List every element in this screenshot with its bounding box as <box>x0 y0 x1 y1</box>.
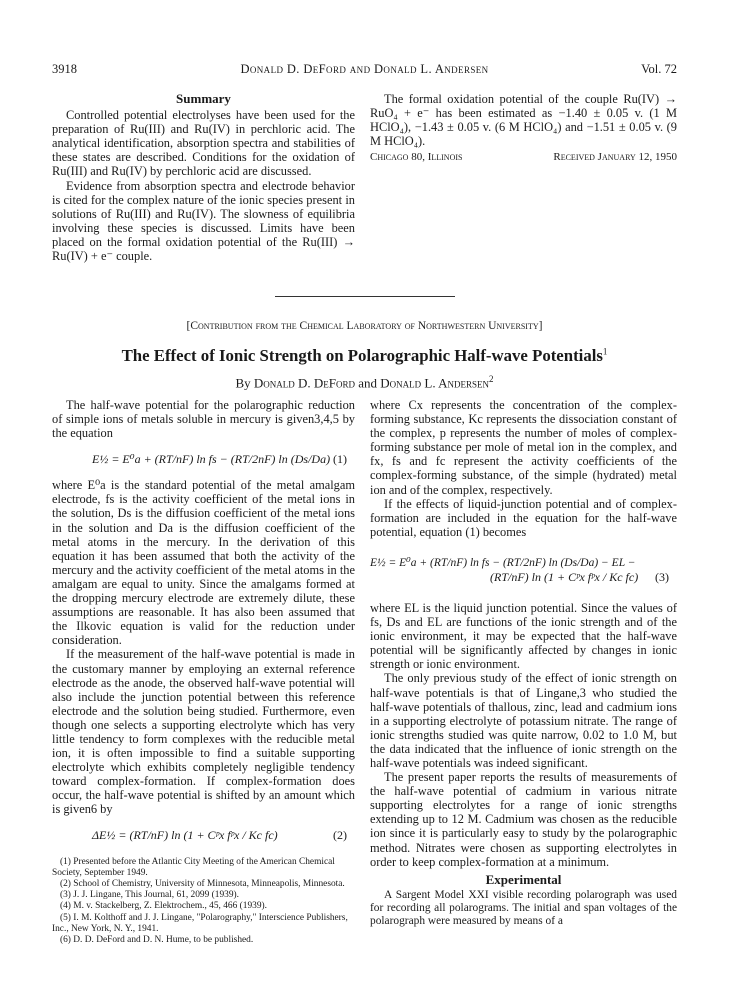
volume-label: Vol. 72 <box>641 62 677 76</box>
equation-line <box>370 570 677 584</box>
received-date: Received January 12, 1950 <box>553 151 677 164</box>
footnote-ref[interactable]: 1 <box>602 346 608 357</box>
summary-paragraph: The formal oxidation potential of the couple Ru(IV) → RuO₄ + e⁻ has been estimated as −1.40 ± 0.05 v. (1 M HClO₄), −1.43 ± 0.05 v. (6 M HClO₄) and −1.51 ± 0.05 v. (9 M HClO₄). <box>370 92 677 149</box>
body-paragraph: The half-wave potential for the polarographic reduction of simple ions of metals soluble in mercury is given3,4,5 by the equation <box>52 398 355 441</box>
footnote: (1) Presented before the Atlantic City Meeting of the American Chemical Society, September 1949. <box>52 856 335 878</box>
page-number: 3918 <box>52 62 77 76</box>
equation-number: (3) <box>655 569 669 584</box>
body-right-column <box>370 398 677 928</box>
article-title-text: The Effect of Ionic Strength on Polarographic Half-wave Potentials <box>121 346 603 365</box>
summary-heading: Summary <box>176 91 231 106</box>
body-paragraph: If the effects of liquid-junction potential and of complex-formation are included in the equation for the half-wave potential, equation (1) becomes <box>370 496 677 539</box>
equation-3 <box>370 543 677 597</box>
experimental-heading: Experimental <box>485 871 562 887</box>
contribution-line: [Contribution from the Chemical Laboratory of Northwestern University] <box>186 320 543 332</box>
running-title: Donald D. DeFord and Donald L. Andersen <box>240 62 489 76</box>
body-paragraph: The present paper reports the results of measurements of the half-wave potential of cadmium in various nitrate supporting electrolytes for a range of ionic strengths extending up to 12 M. Cadmium was chosen as the reducible ion since it is particularly easy to study by the polarographic method. Nitrates were chosen as supporting electrolytes in order to keep complex-formation at a minimum. <box>370 770 677 869</box>
body-paragraph: where E⁰a is the standard potential of the metal amalgam electrode, fs is the activity coefficient of the metal ions in the solution, Ds is the diffusion coefficient of the metal ions in the solution and Da is the diffusion coefficient of the metal atoms in the mercury. In the derivation of this equation it has been assumed that both the activity of the mercury and the activity coefficient of the metal atoms in the amalgam are equal to unity. Since the amalgams formed at the dropping mercury electrode are extremely dilute, these assumptions are reasonable. It has also been assumed that the Ilkovic equation is valid for the reduction under consideration. <box>52 478 355 648</box>
equation-1 <box>52 444 355 474</box>
equation-number: (2) <box>333 828 347 843</box>
place: Chicago 80, Illinois <box>370 151 463 164</box>
equation-formula: E½ = E⁰a + (RT/nF) ln fs − (RT/2nF) ln (Ds/Da) <box>92 452 331 467</box>
body-paragraph: The only previous study of the effect of ionic strength on half-wave potentials is that of Lingane,3 who studied the half-wave potentials of thallous, zinc, lead and cadmium ions in a supporting electrolyte of potassium nitrate. The range of ionic strengths studied was quite narrow, 0.02 to 1.0 M, but the data indicated that the influence of ionic strength on the half-wave potentials was indeed significant. <box>370 671 677 770</box>
footnote: (2) School of Chemistry, University of Minnesota, Minneapolis, Minnesota. <box>60 878 345 889</box>
equation-formula: E½ = E⁰a + (RT/nF) ln fs − (RT/2nF) ln (Ds/Da) − EL − <box>370 556 636 569</box>
equation-number: (1) <box>333 452 347 467</box>
and-label: and <box>358 375 378 391</box>
equation-2 <box>52 821 355 851</box>
body-paragraph: If the measurement of the half-wave potential is made in the customary manner by employing an external reference electrode as the anode, the observed half-wave potential will also include the junction potential between this reference electrode and the solution being studied. Furthermore, even though one selects a supporting electrolyte which has very little tendency to form complexes with the reducible metal ion, it is often impossible to find a suitable supporting electrolyte which exhibits completely negligible tendency toward complex-formation. If complex-formation does occur, the half-wave potential is shifted by an amount which is given6 by <box>52 647 355 817</box>
author-name: Donald L. Andersen <box>380 375 490 391</box>
section-divider <box>275 296 455 297</box>
footnote-ref[interactable]: 2 <box>489 374 494 384</box>
body-paragraph: A Sargent Model XXI visible recording polarograph was used for recording all polarograms. The initial and span voltages of the polarograph were measured by means of a <box>370 888 677 927</box>
body-left-column <box>52 398 355 946</box>
equation-formula: (RT/nF) ln (1 + Cᵖx fᵖx / Kc fc) <box>490 569 639 584</box>
equation-formula: ΔE½ = (RT/nF) ln (1 + Cᵖx fᵖx / Kc fc) <box>92 828 278 843</box>
author-name: Donald D. DeFord <box>253 375 356 391</box>
footnotes <box>52 857 355 947</box>
summary-right-column <box>370 92 677 164</box>
dateline <box>370 150 677 164</box>
body-paragraph: where EL is the liquid junction potential. Since the values of fs, Ds and EL are functions of the ionic strength and of the ionic environment, it may be expected that the half-wave potential will be significantly affected by changes in ionic strength or ionic environment. <box>370 600 677 672</box>
running-header <box>52 62 677 80</box>
by-label: By <box>235 375 251 391</box>
footnote: (3) J. J. Lingane, This Journal, 61, 2099 (1939). <box>60 890 239 901</box>
footnote: (5) I. M. Kolthoff and J. J. Lingane, "Polarography," Interscience Publishers, Inc., New York, N. Y., 1941. <box>52 912 348 934</box>
summary-paragraph: Evidence from absorption spectra and electrode behavior is cited for the complex nature of the ionic species present in solutions of Ru(III) and Ru(IV). The slowness of equilibria involving these species is discussed. Limits have been placed on the formal oxidation potential of the Ru(III) → Ru(IV) + e⁻ couple. <box>52 178 355 264</box>
author-line <box>52 374 677 391</box>
footnote: (6) D. D. DeFord and D. N. Hume, to be published. <box>60 934 254 945</box>
footnote: (4) M. v. Stackelberg, Z. Elektrochem., 45, 466 (1939). <box>60 901 267 912</box>
summary-left-column <box>52 92 355 263</box>
summary-paragraph: Controlled potential electrolyses have been used for the preparation of Ru(III) and Ru(IV) in perchloric acid. The analytical identification, absorption spectra and stabilities of these states are described. Conditions for the oxidation of Ru(III) and Ru(IV) by perchloric acid are discussed. <box>52 108 355 179</box>
body-paragraph: where Cx represents the concentration of the complex-forming substance, Kc represents the dissociation constant of the complex, p represents the number of moles of complex-forming substance per mole of metal ion in the complex, and fx, fs and fc represent the activity coefficients of the complex-forming substance, of the simple (hydrated) metal ion and of the complex, respectively. <box>370 398 677 497</box>
article-title <box>52 346 677 366</box>
